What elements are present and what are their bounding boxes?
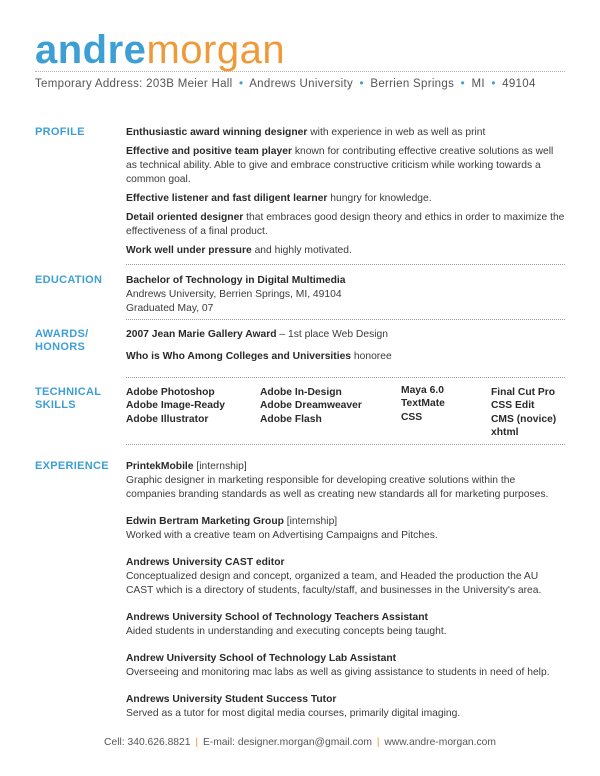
applicant-name: [35, 28, 285, 72]
section-label: AWARDS/ HONORS: [35, 328, 89, 353]
separator-dot: •: [239, 78, 244, 90]
degree: Bachelor of Technology in Digital Multimedia: [126, 275, 346, 286]
job-title: Andrews University Student Success Tutor: [126, 694, 337, 705]
skills-column: [401, 384, 445, 424]
skill-item: Adobe Photoshop: [126, 387, 215, 398]
separator-dot: •: [460, 78, 465, 90]
footer-divider: |: [376, 737, 380, 748]
profile-item: Work well under pressure and highly motivated.: [126, 245, 352, 256]
job-entry: [126, 611, 565, 639]
section-label: EDUCATION: [35, 274, 103, 286]
job-title: Andrews University School of Technology Teachers Assistant: [126, 612, 428, 623]
job-description: Aided students in understanding and executing concepts being taught.: [126, 626, 447, 637]
job-description: Conceptualized design and concept, organized a team, and Headed the production the AU CAST which is a directory of students, faculty/staff, and businesses in the University's area.: [126, 571, 542, 596]
job-entry: [126, 556, 565, 598]
section-label: PROFILE: [35, 126, 85, 138]
profile-item: Detail oriented designer that embraces good design theory and ethics in order to maximize the effectiveness of a final product.: [126, 212, 565, 237]
skills-grid: [126, 386, 600, 446]
section-divider: [126, 264, 565, 265]
job-description: Overseeing and monitoring mac labs as well as giving assistance to students in need of help.: [126, 667, 550, 678]
skill-item: CSS: [401, 411, 423, 423]
job-description: Served as a tutor for most digital media courses, primarily digital imaging.: [126, 708, 461, 719]
job-title: Edwin Bertram Marketing Group: [126, 516, 284, 527]
skills-column: [126, 386, 225, 426]
job-entry: PrintekMobile [internship] Graphic designer in marketing responsible for developing creative solutions within the companies branding standards as well as creating new standards all for marketing purposes.: [126, 460, 565, 502]
cell-number: : 340.626.8821: [121, 737, 191, 748]
email-label: E-mail: [202, 737, 233, 748]
separator-dot: •: [491, 78, 496, 90]
profile-item: Effective and positive team player known for contributing effective creative solutions as well as technical ability. Able to give and embrace constructive criticism while working towards a common goal.: [126, 146, 554, 185]
contact-footer: [0, 737, 600, 748]
skill-item: CMS (novice): [491, 413, 557, 425]
address-street: 203B Meier Hall: [146, 78, 233, 90]
section-label: TECHNICAL SKILLS: [35, 386, 102, 411]
address-line: [35, 78, 536, 90]
job-entry: [126, 652, 565, 680]
section-divider: [126, 444, 565, 445]
job-title: Andrew University School of Technology Lab Assistant: [126, 653, 397, 664]
section-divider: [126, 377, 565, 378]
skill-item: Adobe Flash: [260, 413, 322, 425]
address-zip: 49104: [502, 78, 536, 90]
skills-section: [35, 386, 565, 446]
skill-item: Adobe Image-Ready: [126, 400, 225, 412]
separator-dot: •: [359, 78, 364, 90]
skill-item: Adobe In-Design: [260, 387, 342, 398]
email-link[interactable]: : designer.morgan@gmail.com: [232, 737, 372, 748]
job-description: Worked with a creative team on Advertising Campaigns and Pitches.: [126, 530, 438, 541]
first-name: andre: [35, 28, 147, 72]
profile-item: Enthusiastic award winning designer with experience in web as well as print: [126, 127, 486, 138]
address-university: Andrews University: [249, 78, 354, 90]
job-description: Graphic designer in marketing responsible for developing creative solutions within the companies branding standards as well as creating new standards all for marketing purposes.: [126, 475, 549, 500]
skills-column: [491, 386, 556, 439]
job-entry: Edwin Bertram Marketing Group [internship] Worked with a creative team on Advertising Campaigns and Pitches.: [126, 515, 565, 543]
award-item: 2007 Jean Marie Gallery Award – 1st place Web Design: [126, 329, 388, 340]
section-divider: [126, 319, 565, 320]
job-title: PrintekMobile: [126, 461, 194, 472]
skill-item: xhtml: [491, 426, 519, 438]
cell-label: Cell: [104, 737, 122, 748]
award-item: Who is Who Among Colleges and Universities honoree: [126, 351, 392, 362]
skill-item: Final Cut Pro: [491, 387, 556, 398]
job-title: Andrews University CAST editor: [126, 557, 285, 568]
profile-body: [126, 126, 565, 258]
skill-item: TextMate: [401, 398, 445, 410]
skills-column: [260, 386, 362, 426]
skill-item: CSS Edit: [491, 400, 535, 412]
graduation-date: Graduated May, 07: [126, 303, 214, 314]
job-entry: [126, 693, 565, 721]
address-state: MI: [471, 78, 485, 90]
profile-item: Effective listener and fast diligent learner hungry for knowledge.: [126, 193, 432, 204]
school: Andrews University, Berrien Springs, MI, 49104: [126, 289, 342, 300]
skill-item: Maya 6.0: [401, 385, 444, 396]
address-city: Berrien Springs: [370, 78, 455, 90]
section-label: EXPERIENCE: [35, 460, 109, 472]
last-name: morgan: [146, 28, 286, 72]
website-link[interactable]: www.andre-morgan.com: [384, 737, 496, 748]
skill-item: Adobe Illustrator: [126, 413, 209, 425]
skill-item: Adobe Dreamweaver: [260, 400, 362, 412]
header-divider: [35, 71, 565, 72]
address-label: Temporary Address:: [35, 78, 143, 90]
footer-divider: |: [195, 737, 199, 748]
